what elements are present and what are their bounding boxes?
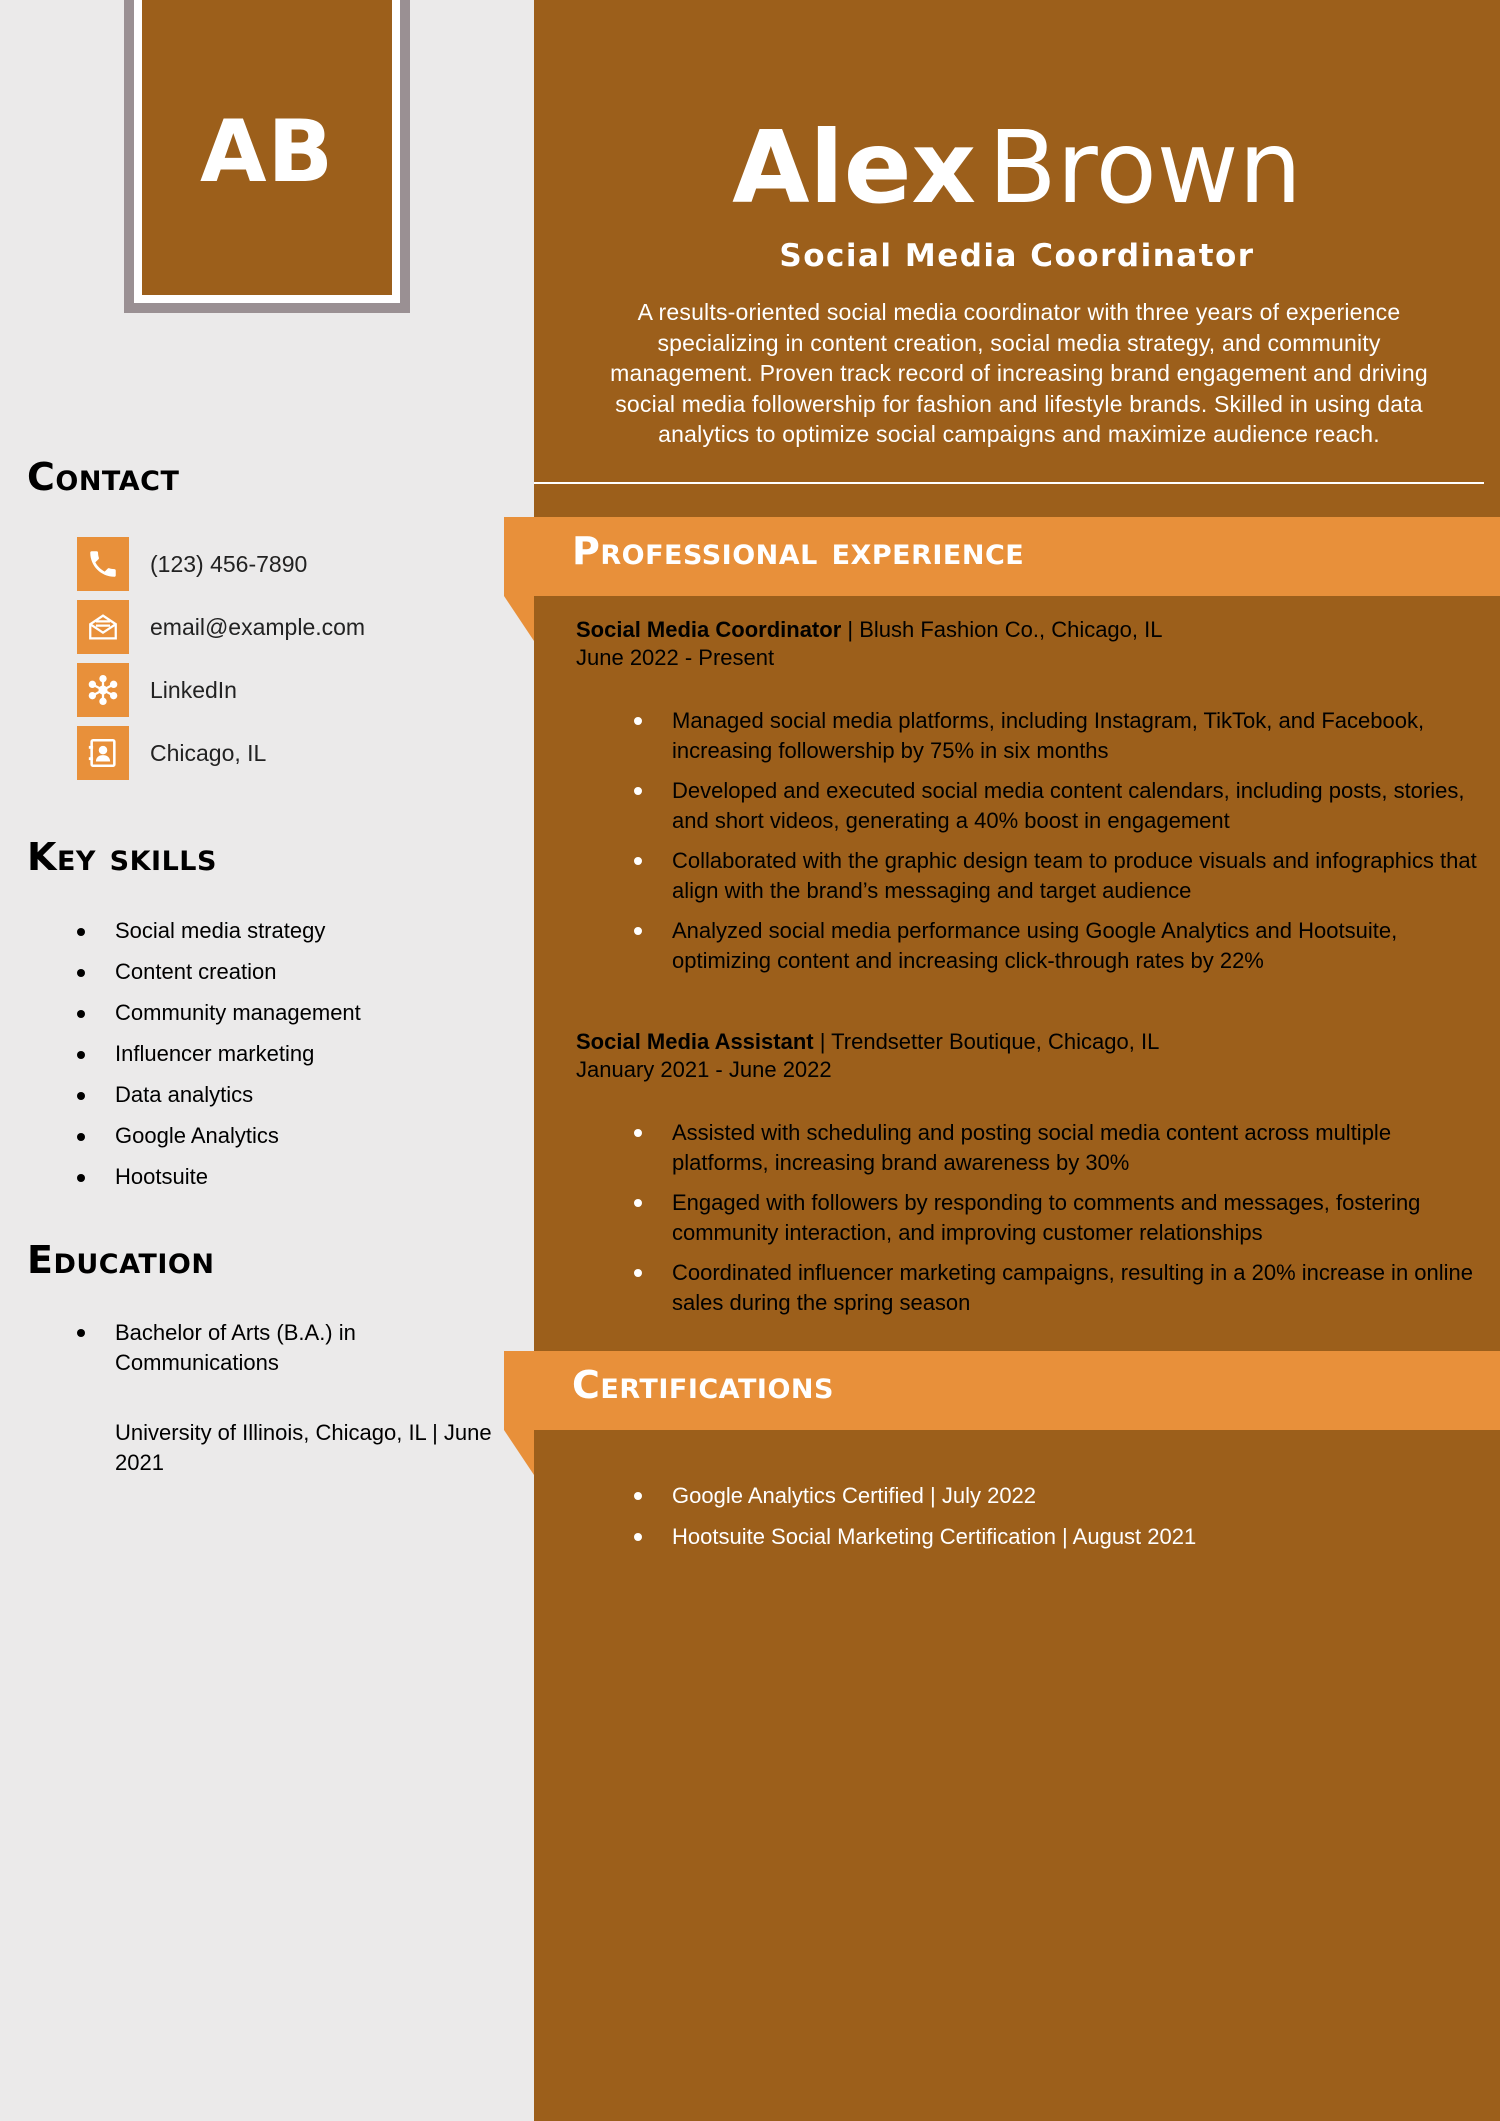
linkedin-text: LinkedIn (150, 676, 237, 703)
email-icon (77, 600, 129, 654)
linkedin-icon (77, 663, 129, 717)
banner-fold (504, 596, 534, 641)
job-entry-2 (576, 1028, 1476, 1084)
monogram-box (142, 0, 392, 295)
job-bullet: Collaborated with the graphic design team to produce visuals and infographics that align with the brand’s messaging and target audience (634, 846, 1484, 905)
skill-item: Hootsuite (77, 1163, 361, 1204)
job-title: Social Media Coordinator (779, 238, 1255, 274)
job-bullet: Assisted with scheduling and posting social media content across multiple platforms, increasing brand awareness by 30% (634, 1118, 1484, 1177)
certification-item: Hootsuite Social Marketing Certification | August 2021 (634, 1522, 1484, 1552)
monogram-initials: AB (199, 101, 335, 202)
skill-item: Google Analytics (77, 1122, 361, 1163)
job-bullet: Developed and executed social media content calendars, including posts, stories, and short videos, generating a 40% boost in engagement (634, 776, 1484, 835)
education-entry (77, 1318, 497, 1478)
skills-heading: Key skills (27, 835, 217, 879)
banner-fold (504, 1430, 534, 1475)
certifications-banner (504, 1351, 1500, 1430)
email-text: email@example.com (150, 613, 366, 640)
job-bullet: Coordinated influencer marketing campaigns, resulting in a 20% increase in online sales during the spring season (634, 1258, 1484, 1317)
job-dates: January 2021 - June 2022 (576, 1057, 832, 1082)
sidebar (0, 0, 534, 2121)
divider (534, 482, 1484, 484)
location-icon (77, 726, 129, 780)
job-dates: June 2022 - Present (576, 645, 775, 670)
candidate-name (534, 108, 1500, 228)
experience-heading: Professional experience (572, 529, 1025, 573)
job-company: | Blush Fashion Co., Chicago, IL (841, 617, 1163, 642)
contact-location[interactable] (77, 726, 266, 780)
education-school: University of Illinois, Chicago, IL | June 2021 (115, 1420, 492, 1475)
monogram-frame (124, 0, 410, 313)
skill-item: Community management (77, 999, 361, 1040)
contact-phone[interactable] (77, 537, 307, 591)
education-degree: Bachelor of Arts (B.A.) in Communications (77, 1318, 497, 1378)
job-entry-1 (576, 616, 1476, 672)
certifications-list (634, 1481, 1484, 1562)
job-role: Social Media Coordinator (576, 617, 842, 642)
job-bullet: Engaged with followers by responding to comments and messages, fostering community interaction, and improving customer relationships (634, 1188, 1484, 1247)
job-role: Social Media Assistant (576, 1029, 814, 1054)
job-2-bullets (634, 1118, 1484, 1328)
education-heading: Education (27, 1238, 215, 1282)
skill-item: Data analytics (77, 1081, 361, 1122)
certifications-heading: Certifications (572, 1363, 834, 1407)
skill-item: Content creation (77, 958, 361, 999)
first-name: Alex (732, 109, 977, 226)
job-1-bullets (634, 706, 1484, 986)
job-bullet: Analyzed social media performance using Google Analytics and Hootsuite, optimizing content and increasing click-through rates by 22% (634, 916, 1484, 975)
contact-email[interactable] (77, 600, 365, 654)
job-bullet: Managed social media platforms, including Instagram, TikTok, and Facebook, increasing followership by 75% in six months (634, 706, 1484, 765)
certification-item: Google Analytics Certified | July 2022 (634, 1481, 1484, 1511)
summary: A results-oriented social media coordinator with three years of experience specializing in content creation, social media strategy, and community management. Proven track record of increasing brand engagement and driving social media followership for fashion and lifestyle brands. Skilled in using data analytics to optimize social campaigns and maximize audience reach. (610, 299, 1428, 447)
contact-heading: Contact (27, 455, 180, 499)
phone-text: (123) 456-7890 (150, 550, 308, 577)
contact-linkedin[interactable] (77, 663, 237, 717)
phone-icon (77, 537, 129, 591)
location-text: Chicago, IL (150, 739, 267, 766)
last-name: Brown (988, 109, 1302, 226)
skill-item: Influencer marketing (77, 1040, 361, 1081)
skills-list (77, 917, 361, 1204)
experience-banner (504, 517, 1500, 596)
skill-item: Social media strategy (77, 917, 361, 958)
job-company: | Trendsetter Boutique, Chicago, IL (813, 1029, 1160, 1054)
